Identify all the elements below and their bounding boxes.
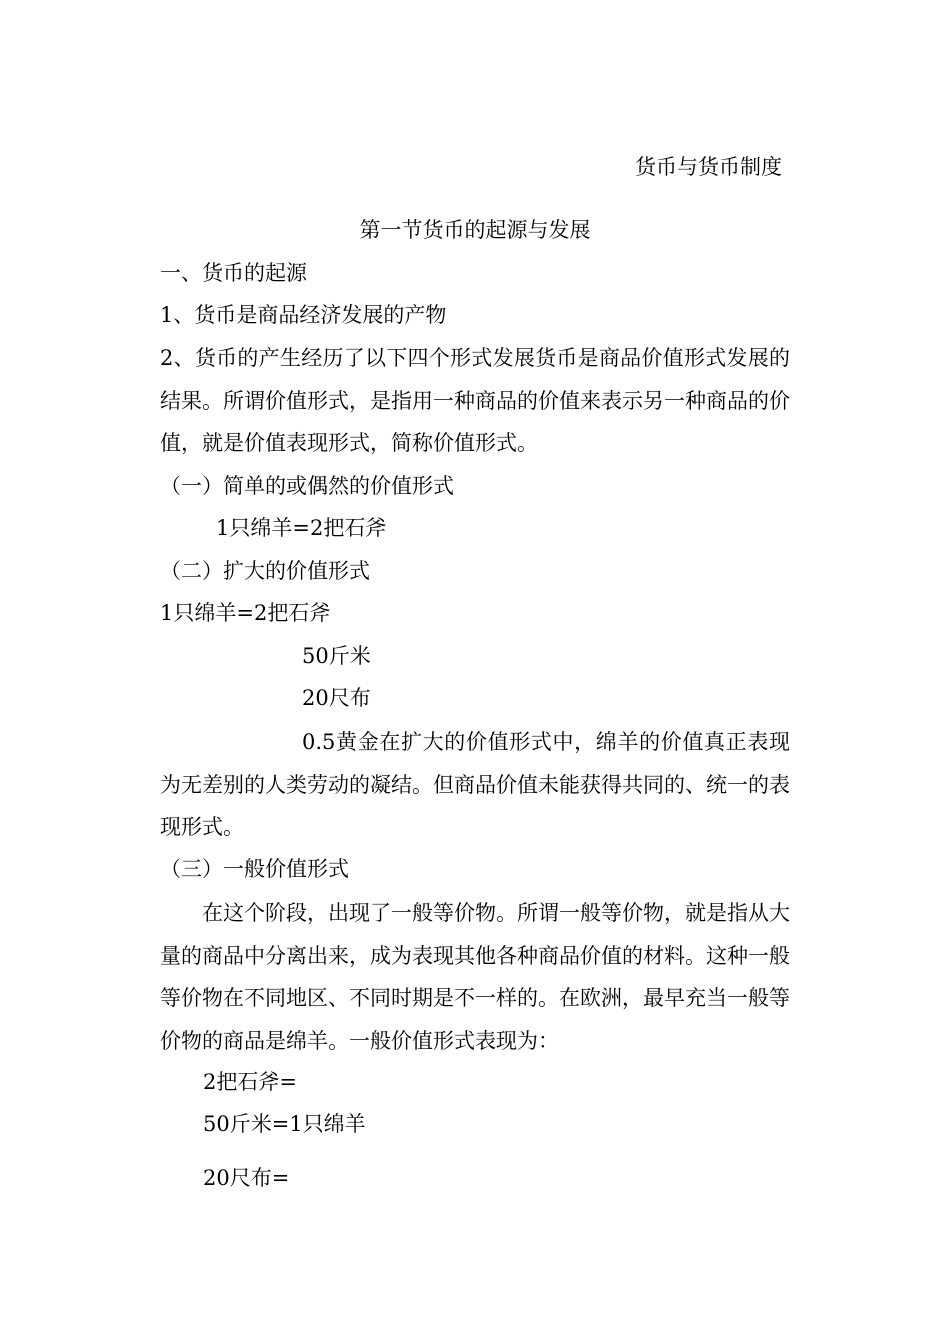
equation-expanded-3: 20尺布 (302, 686, 371, 710)
heading-origin-of-money: 一、货币的起源 (160, 261, 307, 285)
paragraph-expanded-value-form: 0.5黄金在扩大的价值形式中，绵羊的价值真正表现为无差别的人类劳动的凝结。但商品价值未能获得共同的、统一的表现形式。 (160, 730, 790, 839)
equation-general-3: 20尺布= (203, 1166, 290, 1190)
equation-general-1: 2把石斧= (203, 1070, 297, 1094)
equation-expanded-2: 50斤米 (302, 644, 371, 668)
paragraph-point-2: 2、货币的产生经历了以下四个形式发展货币是商品价值形式发展的结果。所谓价值形式，是指用一种商品的价值来表示另一种商品的价值，就是价值表现形式，简称价值形式。 (160, 346, 790, 455)
paragraph-general-value-form: 在这个阶段，出现了一般等价物。所谓一般等价物，就是指从大量的商品中分离出来，成为表现其他各种商品价值的材料。这种一般等价物在不同地区、不同时期是不一样的。在欧洲，最早充当一般等价物的商品是绵羊。一般价值形式表现为： (160, 901, 790, 1053)
heading-expanded-value-form: （二）扩大的价值形式 (160, 559, 370, 583)
equation-general-2: 50斤米=1只绵羊 (203, 1112, 366, 1136)
section-title: 第一节货币的起源与发展 (359, 218, 591, 242)
heading-general-value-form: （三）一般价值形式 (160, 857, 349, 881)
paragraph-point-1: 1、货币是商品经济发展的产物 (160, 303, 447, 327)
equation-simple: 1只绵羊=2把石斧 (216, 516, 387, 540)
heading-simple-value-form: （一）简单的或偶然的价值形式 (160, 474, 454, 498)
equation-expanded-1: 1只绵羊=2把石斧 (160, 601, 331, 625)
document-title: 货币与货币制度 (635, 155, 782, 179)
